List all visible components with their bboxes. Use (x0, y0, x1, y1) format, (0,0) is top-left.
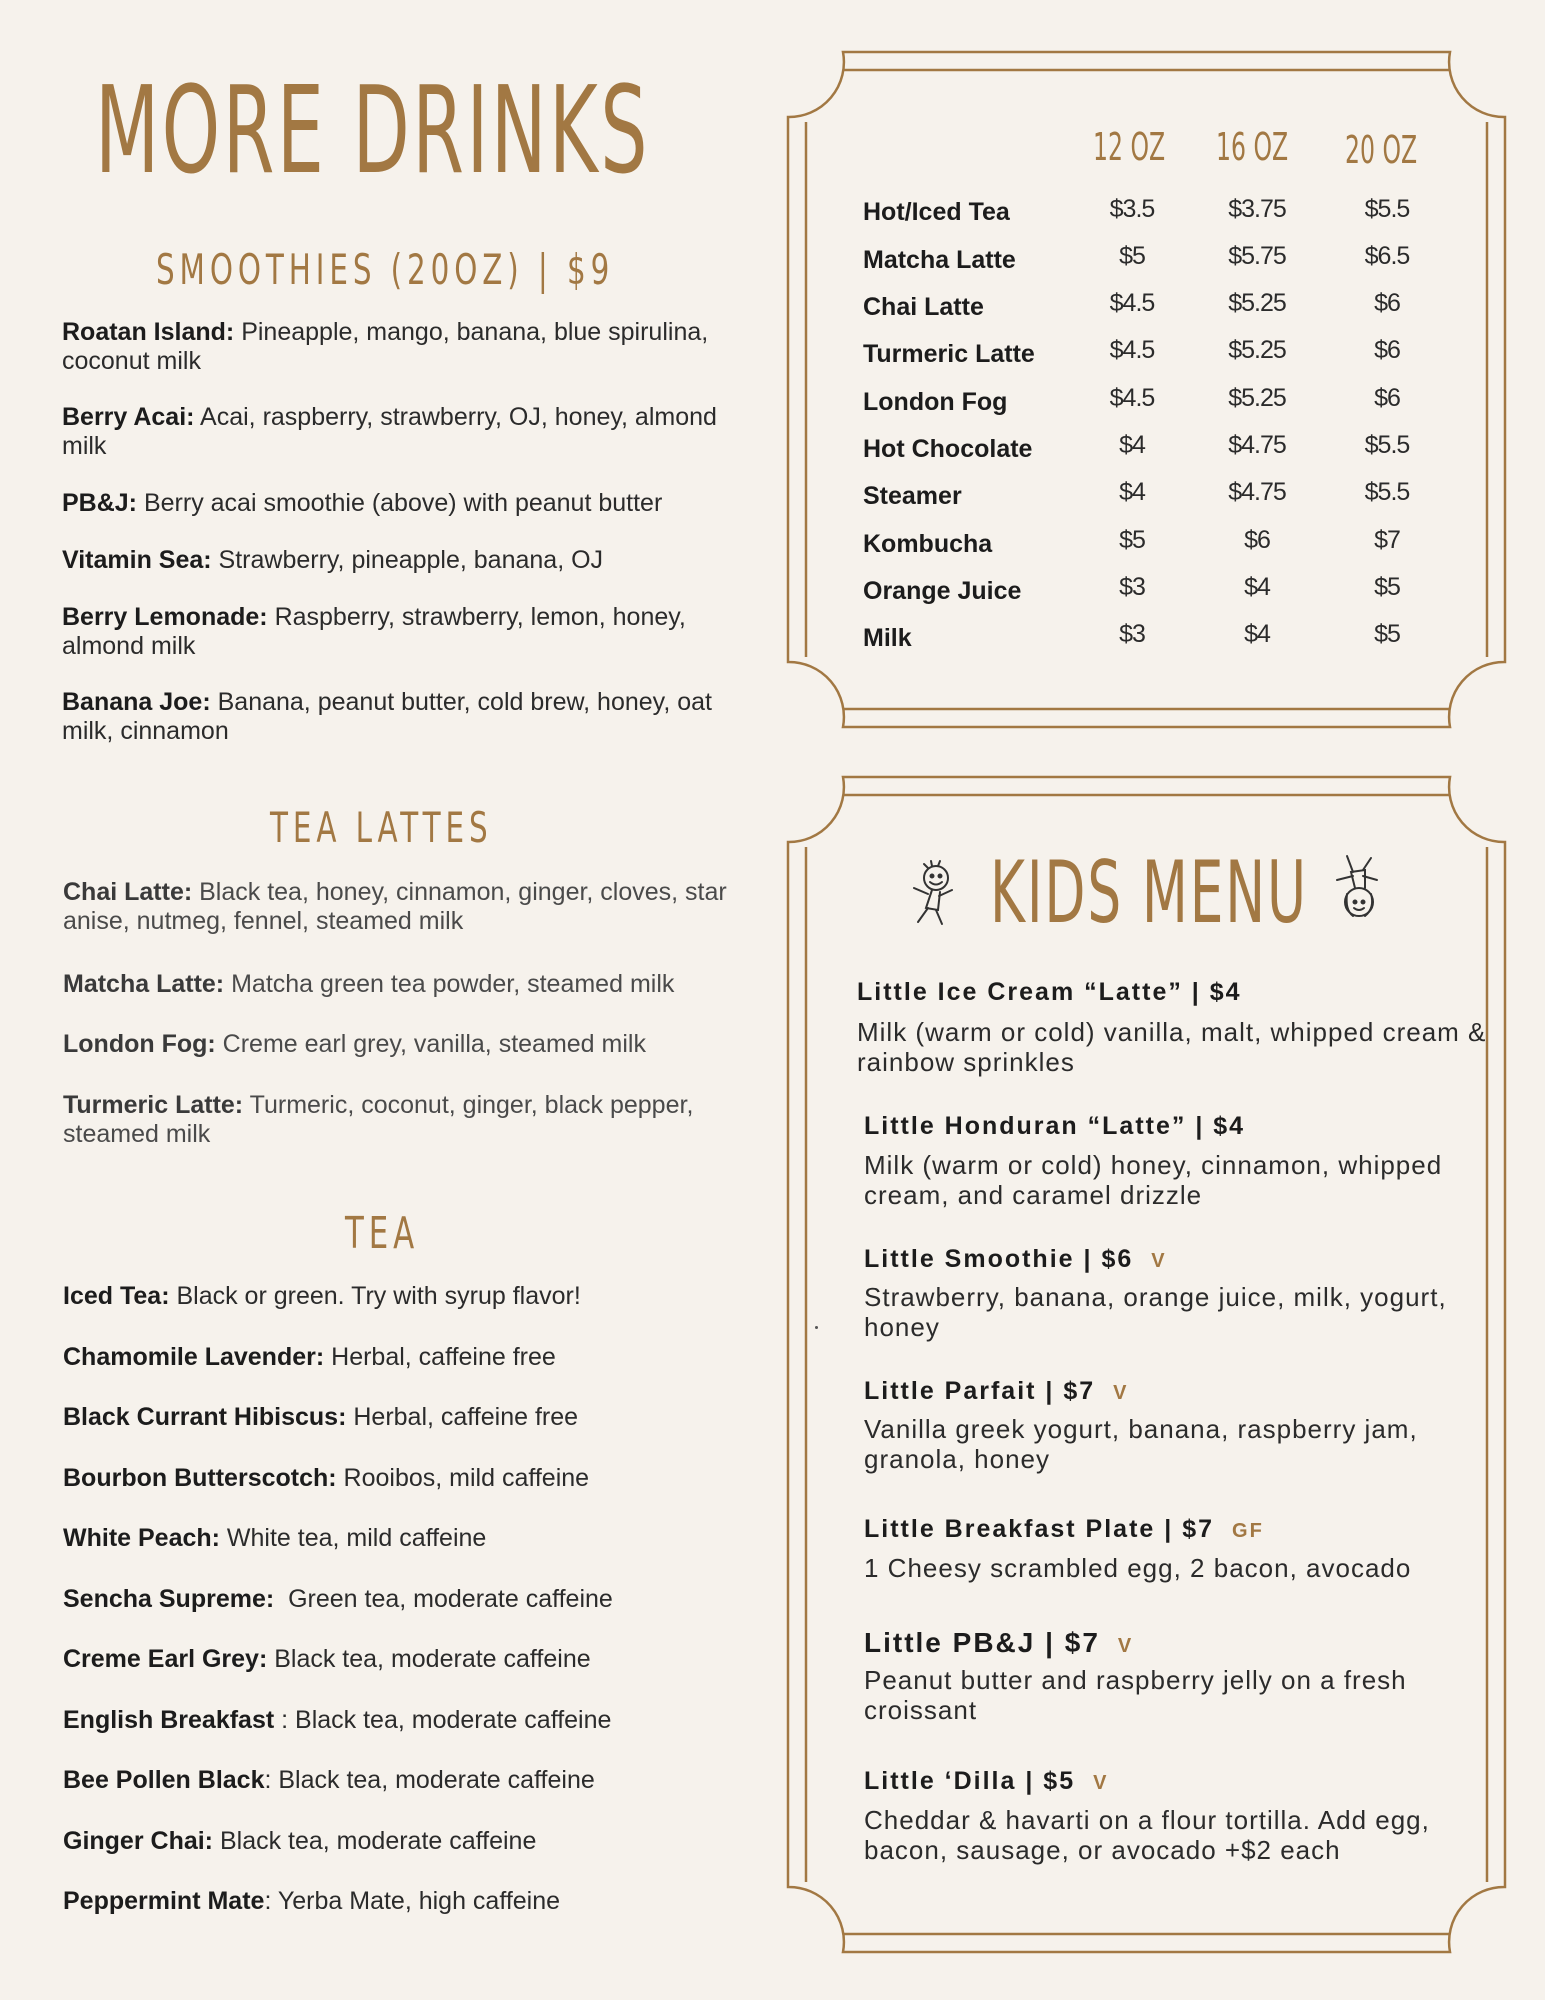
price-20oz: $6 (1374, 289, 1400, 317)
tea-item: White Peach: White tea, mild caffeine (63, 1524, 487, 1552)
tea-item: Creme Earl Grey: Black tea, moderate caffeine (63, 1645, 591, 1673)
tea-latte-item: Matcha Latte: Matcha green tea powder, steamed milk (63, 970, 675, 998)
vegetarian-tag: V (1093, 1772, 1109, 1794)
column-header-20oz: 20 OZ (1345, 128, 1418, 172)
gluten-free-tag: GF (1232, 1520, 1264, 1542)
tea-lattes-heading: TEA LATTES (270, 803, 493, 852)
kids-item-description: Milk (warm or cold) honey, cinnamon, whipped cream, and caramel drizzle (864, 1150, 1443, 1210)
price-16oz: $3.75 (1228, 195, 1286, 223)
drink-name: Orange Juice (863, 577, 1022, 605)
kids-item-title: Little ‘Dilla | $5 V (864, 1767, 1109, 1795)
column-header-16oz: 16 OZ (1216, 125, 1289, 169)
price-20oz: $5 (1374, 573, 1400, 601)
tea-item: Iced Tea: Black or green. Try with syrup flavor! (63, 1282, 581, 1310)
price-12oz: $3 (1119, 620, 1145, 648)
kids-item-title: Little Ice Cream “Latte” | $4 (857, 978, 1242, 1006)
vegetarian-tag: V (1113, 1382, 1129, 1404)
price-12oz: $4.5 (1109, 384, 1155, 412)
price-16oz: $5.25 (1228, 384, 1286, 412)
kid-running-icon (902, 858, 964, 928)
tea-item: Bee Pollen Black: Black tea, moderate caffeine (63, 1766, 595, 1794)
tea-item: Chamomile Lavender: Herbal, caffeine free (63, 1343, 556, 1371)
drink-name: Hot/Iced Tea (863, 198, 1010, 226)
tea-latte-item: Turmeric Latte: Turmeric, coconut, ginger, black pepper, steamed milk (63, 1091, 694, 1148)
price-20oz: $5.5 (1364, 431, 1410, 459)
tea-heading: TEA (345, 1208, 420, 1259)
smoothie-item: Banana Joe: Banana, peanut butter, cold brew, honey, oat milk, cinnamon (62, 688, 712, 745)
kids-item-description: 1 Cheesy scrambled egg, 2 bacon, avocado (864, 1553, 1412, 1583)
price-16oz: $6 (1244, 526, 1270, 554)
kids-item-title: Little Honduran “Latte” | $4 (864, 1112, 1246, 1140)
tea-item: Ginger Chai: Black tea, moderate caffeine (63, 1827, 537, 1855)
drink-name: Turmeric Latte (863, 340, 1035, 368)
drink-name: Hot Chocolate (863, 435, 1033, 463)
price-12oz: $4.5 (1109, 289, 1155, 317)
price-16oz: $4.75 (1228, 478, 1286, 506)
price-12oz: $4 (1119, 431, 1145, 459)
kids-menu-heading: KIDS MENU (990, 843, 1308, 943)
vegetarian-tag: V (1117, 1635, 1134, 1657)
stray-dot (815, 1326, 818, 1329)
kids-item-title: Little Breakfast Plate | $7 GF (864, 1515, 1264, 1543)
vegetarian-tag: V (1151, 1250, 1167, 1272)
kids-item-title: Little Smoothie | $6 V (864, 1245, 1167, 1273)
price-20oz: $5.5 (1364, 195, 1410, 223)
drink-name: Kombucha (863, 530, 993, 558)
price-12oz: $4.5 (1109, 336, 1155, 364)
smoothies-heading: SMOOTHIES (20OZ) | $9 (156, 245, 615, 294)
tea-latte-item: London Fog: Creme earl grey, vanilla, steamed milk (63, 1030, 646, 1058)
smoothie-item: Vitamin Sea: Strawberry, pineapple, banana, OJ (62, 546, 604, 574)
drink-name: Matcha Latte (863, 246, 1016, 274)
price-20oz: $6 (1374, 384, 1400, 412)
drink-name: Steamer (863, 482, 962, 510)
smoothie-item: Roatan Island: Pineapple, mango, banana, blue spirulina, coconut milk (62, 318, 709, 375)
kid-tumbling-icon (1325, 850, 1389, 930)
drink-name: London Fog (863, 388, 1008, 416)
kids-item-description: Milk (warm or cold) vanilla, malt, whipped cream & rainbow sprinkles (857, 1017, 1487, 1077)
price-16oz: $4 (1244, 573, 1270, 601)
price-16oz: $5.25 (1228, 289, 1286, 317)
kids-item-description: Cheddar & havarti on a flour tortilla. Add egg, bacon, sausage, or avocado +$2 each (864, 1805, 1430, 1865)
price-20oz: $7 (1374, 526, 1400, 554)
kids-item-title: Little PB&J | $7 V (864, 1627, 1134, 1658)
drink-name: Milk (863, 624, 912, 652)
price-20oz: $6.5 (1364, 242, 1410, 270)
price-12oz: $3.5 (1109, 195, 1155, 223)
smoothie-item: PB&J: Berry acai smoothie (above) with peanut butter (62, 489, 663, 517)
price-16oz: $5.75 (1228, 242, 1286, 270)
smoothie-item: Berry Lemonade: Raspberry, strawberry, lemon, honey, almond milk (62, 603, 686, 660)
price-20oz: $6 (1374, 336, 1400, 364)
tea-item: Peppermint Mate: Yerba Mate, high caffeine (63, 1887, 561, 1915)
smoothie-item: Berry Acai: Acai, raspberry, strawberry, OJ, honey, almond milk (62, 403, 717, 460)
price-16oz: $5.25 (1228, 336, 1286, 364)
kids-item-description: Peanut butter and raspberry jelly on a fresh croissant (864, 1665, 1407, 1725)
price-12oz: $4 (1119, 478, 1145, 506)
drink-name: Chai Latte (863, 293, 984, 321)
price-16oz: $4 (1244, 620, 1270, 648)
price-12oz: $3 (1119, 573, 1145, 601)
price-12oz: $5 (1119, 242, 1145, 270)
kids-item-description: Vanilla greek yogurt, banana, raspberry jam, granola, honey (864, 1414, 1418, 1474)
kids-item-description: Strawberry, banana, orange juice, milk, yogurt, honey (864, 1282, 1447, 1342)
page-title: MORE DRINKS (95, 62, 650, 201)
price-20oz: $5.5 (1364, 478, 1410, 506)
price-16oz: $4.75 (1228, 431, 1286, 459)
tea-item: Black Currant Hibiscus: Herbal, caffeine free (63, 1403, 579, 1431)
tea-latte-item: Chai Latte: Black tea, honey, cinnamon, ginger, cloves, star anise, nutmeg, fennel, steamed milk (63, 878, 727, 935)
kids-item-title: Little Parfait | $7 V (864, 1377, 1129, 1405)
column-header-12oz: 12 OZ (1093, 125, 1166, 169)
tea-item: Sencha Supreme: Green tea, moderate caffeine (63, 1585, 613, 1613)
price-12oz: $5 (1119, 526, 1145, 554)
tea-item: English Breakfast : Black tea, moderate caffeine (63, 1706, 612, 1734)
price-20oz: $5 (1374, 620, 1400, 648)
tea-item: Bourbon Butterscotch: Rooibos, mild caffeine (63, 1464, 590, 1492)
